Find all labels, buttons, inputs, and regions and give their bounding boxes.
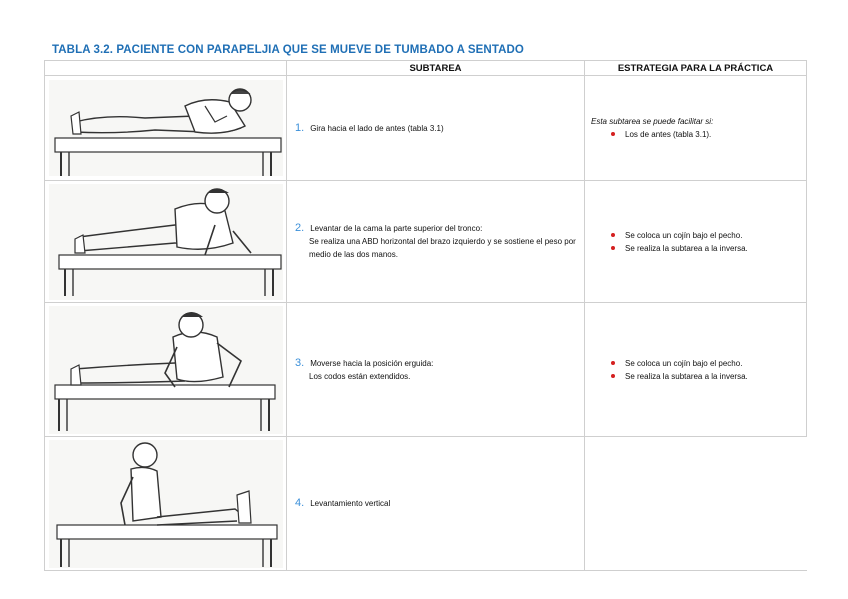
illustration-cell (45, 76, 287, 181)
estrategia-intro: Esta subtarea se puede facilitar si: (591, 117, 714, 126)
subtarea-cell (287, 181, 585, 303)
estrategia-list (591, 357, 806, 383)
subtarea-detail: Se realiza una ABD horizontal del brazo izquierdo y se sostiene el peso por medio de las dos manos. (309, 237, 576, 259)
step-number: 2. (295, 222, 305, 234)
header-blank (45, 61, 287, 76)
illustration-cell (45, 303, 287, 437)
illustration-cell (45, 181, 287, 303)
patient-lifting-trunk-illustration (45, 181, 287, 302)
estrategia-cell (585, 303, 807, 437)
list-item: Se realiza la subtarea a la inversa. (611, 242, 806, 255)
subtarea-cell (287, 76, 585, 181)
header-subtarea: SUBTAREA (287, 61, 585, 76)
list-item: Se coloca un cojín bajo el pecho. (611, 229, 806, 242)
estrategia-list (591, 229, 806, 255)
estrategia-cell (585, 76, 807, 181)
patient-lying-side-illustration (45, 76, 287, 180)
table-title: TABLA 3.2. PACIENTE CON PARAPELJIA QUE SE MUEVE DE TUMBADO A SENTADO (52, 44, 524, 56)
illustration-cell (45, 437, 287, 571)
table-row (45, 303, 807, 437)
subtarea-text: Levantar de la cama la parte superior del tronco: (310, 224, 483, 233)
list-item: Se realiza la subtarea a la inversa. (611, 370, 806, 383)
subtarea-text: Levantamiento vertical (310, 499, 391, 508)
header-estrategia: ESTRATEGIA PARA LA PRÁCTICA (585, 61, 807, 76)
estrategia-list (591, 128, 806, 141)
subtask-table (44, 60, 807, 571)
subtarea-text: Moverse hacia la posición erguida: (310, 358, 434, 368)
patient-moving-upright-illustration (45, 303, 287, 436)
subtarea-cell (287, 437, 585, 571)
estrategia-cell (585, 437, 807, 571)
list-item: Se coloca un cojín bajo el pecho. (611, 357, 806, 370)
table-row (45, 76, 807, 181)
table-row (45, 181, 807, 303)
patient-sitting-upright-illustration (45, 437, 287, 570)
subtarea-detail: Los codos están extendidos. (309, 371, 411, 381)
subtarea-cell (287, 303, 585, 437)
table-row (45, 437, 807, 571)
step-number: 1. (295, 121, 305, 134)
step-number: 3. (295, 356, 305, 369)
header-row (45, 61, 807, 76)
estrategia-cell (585, 181, 807, 303)
step-number: 4. (295, 497, 305, 509)
list-item: Los de antes (tabla 3.1). (611, 128, 806, 141)
subtarea-text: Gira hacia el lado de antes (tabla 3.1) (310, 123, 444, 133)
